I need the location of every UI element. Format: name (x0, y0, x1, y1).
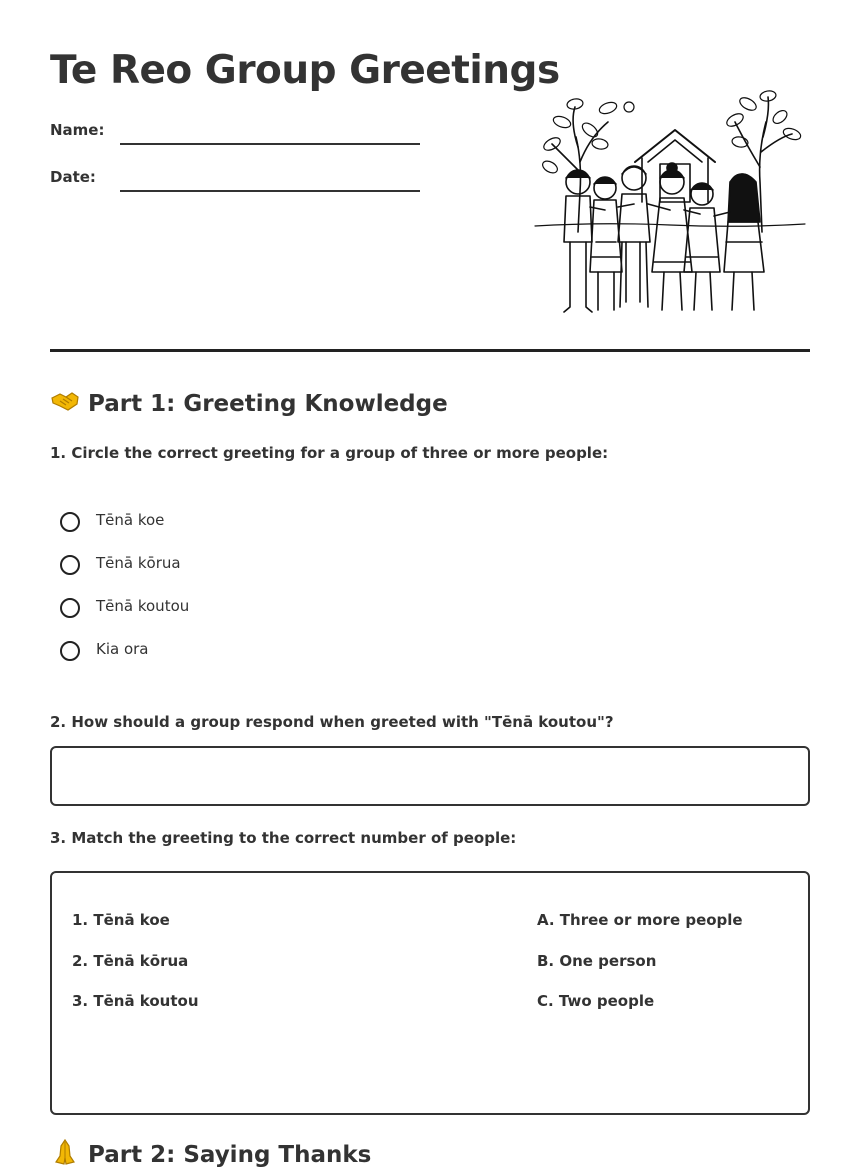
worksheet-title: Te Reo Group Greetings (50, 48, 560, 93)
match-right-item[interactable]: C. Two people (537, 992, 655, 1010)
radio-circle[interactable] (60, 555, 80, 575)
match-left-item[interactable]: 3. Tēnā koutou (72, 992, 199, 1010)
question-3: 3. Match the greeting to the correct number of people: (50, 829, 517, 847)
radio-circle[interactable] (60, 641, 80, 661)
tree-left-leaves (541, 98, 634, 176)
match-right-item[interactable]: A. Three or more people (537, 911, 743, 929)
match-left-item[interactable]: 2. Tēnā kōrua (72, 952, 189, 970)
option-tena-korua[interactable] (60, 552, 181, 578)
match-right-item[interactable]: B. One person (537, 952, 657, 970)
tree-right-leaves (725, 90, 802, 149)
part1-heading-text: Part 1: Greeting Knowledge (88, 391, 448, 417)
option-tena-koutou[interactable] (60, 595, 189, 621)
children-greeting-illustration (530, 82, 810, 318)
option-kia-ora[interactable] (60, 638, 149, 664)
header-divider (50, 349, 810, 352)
option-tena-koe[interactable] (60, 509, 164, 535)
name-field[interactable] (120, 143, 420, 145)
matching-box (50, 871, 810, 1115)
question-1: 1. Circle the correct greeting for a group of three or more people: (50, 444, 609, 462)
option-label: Tēnā koe (96, 511, 165, 529)
date-field[interactable] (120, 190, 420, 192)
handshake-icon (50, 388, 80, 420)
radio-circle[interactable] (60, 512, 80, 532)
children-group (564, 163, 764, 312)
praying-hands-icon (50, 1138, 80, 1172)
question-2: 2. How should a group respond when greeted with "Tēnā koutou"? (50, 713, 614, 731)
option-label: Tēnā kōrua (96, 554, 181, 572)
question-2-answer-box[interactable] (50, 746, 810, 806)
date-label: Date: (50, 168, 96, 186)
name-label: Name: (50, 121, 105, 139)
radio-circle[interactable] (60, 598, 80, 618)
option-label: Tēnā koutou (96, 597, 190, 615)
part2-heading-text: Part 2: Saying Thanks (88, 1142, 372, 1168)
part1-heading (50, 388, 448, 420)
match-left-item[interactable]: 1. Tēnā koe (72, 911, 170, 929)
part2-heading (50, 1138, 371, 1172)
option-label: Kia ora (96, 640, 149, 658)
